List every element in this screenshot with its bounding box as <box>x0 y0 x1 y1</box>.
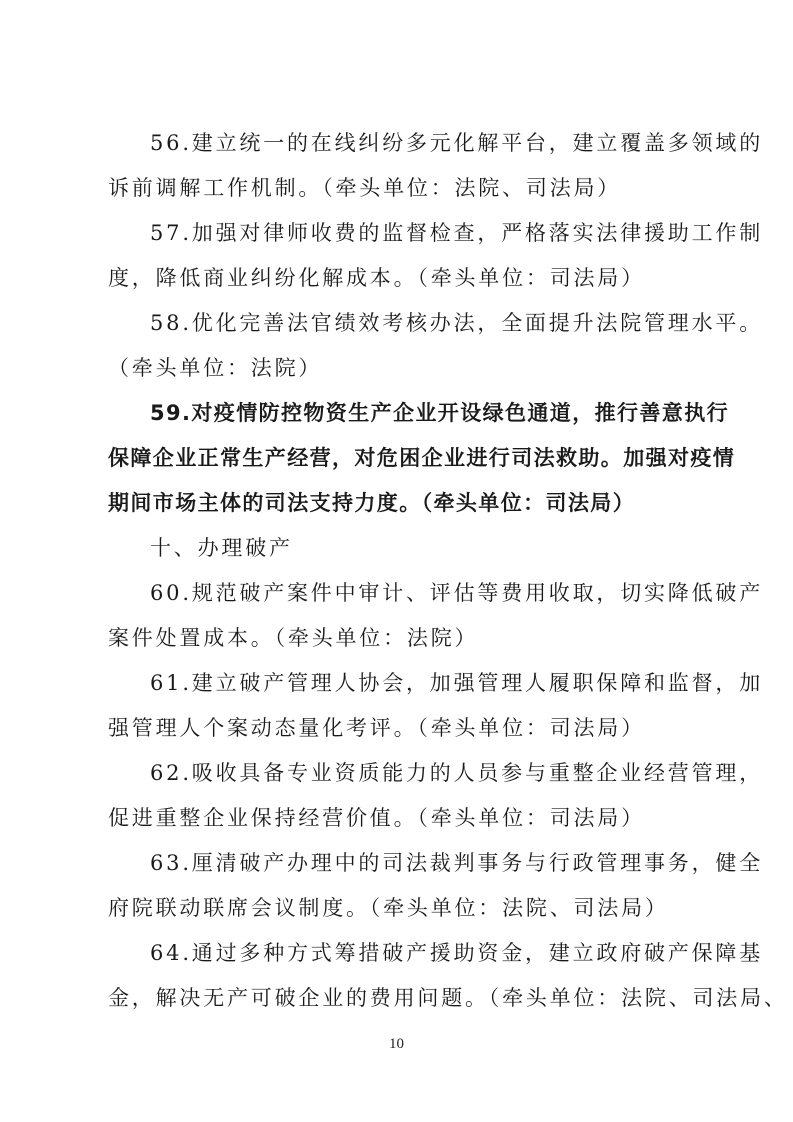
item-63-line-2: 府院联动联席会议制度。（牵头单位：法院、司法局） <box>108 896 669 920</box>
item-57-line-1: 57.加强对律师收费的监督检查，严格落实法律援助工作制 <box>150 221 763 245</box>
item-60-line-2: 案件处置成本。（牵头单位：法院） <box>108 626 479 650</box>
item-59-line-3: 期间市场主体的司法支持力度。（牵头单位：司法局） <box>108 491 636 515</box>
item-58-line-1: 58.优化完善法官绩效考核办法，全面提升法院管理水平。 <box>150 311 763 335</box>
item-61-line-1: 61.建立破产管理人协会，加强管理人履职保障和监督，加 <box>150 671 763 695</box>
item-56-line-1: 56.建立统一的在线纠纷多元化解平台，建立覆盖多领域的 <box>150 131 763 155</box>
item-61-line-2: 强管理人个案动态量化考评。（牵头单位：司法局） <box>108 716 645 740</box>
item-63-line-1: 63.厘清破产办理中的司法裁判事务与行政管理事务，健全 <box>150 851 763 875</box>
page-number: 10 <box>389 1036 404 1052</box>
item-62-line-1: 62.吸收具备专业资质能力的人员参与重整企业经营管理， <box>150 761 763 785</box>
item-64-line-1: 64.通过多种方式筹措破产援助资金，建立政府破产保障基 <box>150 941 763 965</box>
item-64-line-2: 金，解决无产可破企业的费用问题。（牵头单位：法院、司法局、 <box>108 986 788 1010</box>
item-56-line-2: 诉前调解工作机制。（牵头单位：法院、司法局） <box>108 176 622 200</box>
item-59-line-1: 59.对疫情防控物资生产企业开设绿色通道，推行善意执行 <box>150 401 729 425</box>
item-59-line-2: 保障企业正常生产经营，对危困企业进行司法救助。加强对疫情 <box>108 446 736 470</box>
item-60-line-1: 60.规范破产案件中审计、评估等费用收取，切实降低破产 <box>150 581 763 605</box>
item-62-line-2: 促进重整企业保持经营价值。（牵头单位：司法局） <box>108 806 645 830</box>
item-58-line-2: （牵头单位：法院） <box>108 356 323 380</box>
item-57-line-2: 度，降低商业纠纷化解成本。（牵头单位：司法局） <box>108 266 645 290</box>
section-heading-bankruptcy: 十、办理破产 <box>150 536 293 560</box>
